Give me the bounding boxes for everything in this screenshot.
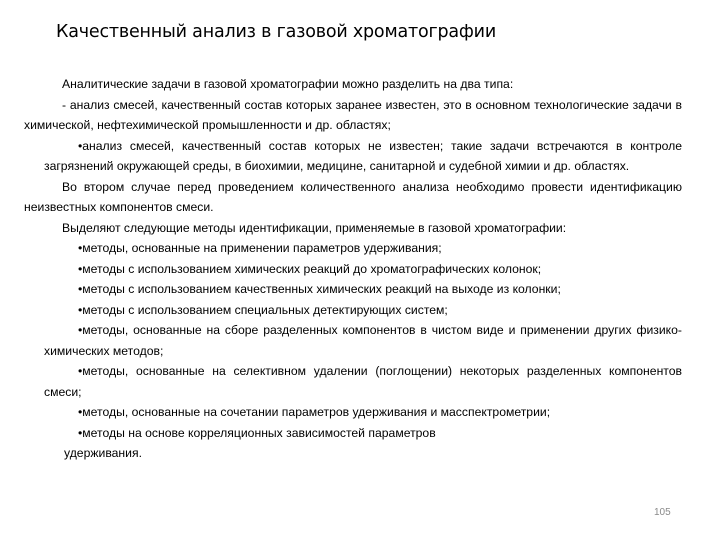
method-item: •методы с использованием химических реакций до хроматографических колонок; [78,261,542,276]
intro-paragraph: Аналитические задачи в газовой хроматографии можно разделить на два типа: [62,77,514,91]
method-item: •методы на основе корреляционных зависимостей параметров [78,425,436,440]
unknown-composition-paragraph: •анализ смесей, качественный состав которых не известен; такие задачи встречаются в контроле загрязнений окружающей среды, в биохимии, медицине, санитарной и судебной химии и др. областях. [44,138,682,173]
known-composition-paragraph: - анализ смесей, качественный состав которых заранее известен, это в основном технологические задачи в химической, нефтехимической промышленности и др. областях; [24,97,682,132]
method-item: •методы, основанные на селективном удалении (поглощении) некоторых разделенных компонентов смеси; [44,364,682,399]
method-item: •методы, основанные на сборе разделенных компонентов в чистом виде и применении других физико-химических методов; [44,323,682,358]
method-item: •методы, основанные на применении параметров удерживания; [78,241,442,255]
slide-body [24,74,682,464]
method-item: •методы с использованием качественных химических реакций на выходе из колонки; [78,282,561,296]
method-item: •методы с использованием специальных детектирующих систем; [78,302,448,317]
method-item: •методы, основанные на сочетании параметров удерживания и масспектрометрии; [78,405,551,419]
page-number: 105 [654,507,671,518]
methods-intro-paragraph: Выделяют следующие методы идентификации, применяемые в газовой хроматографии: [62,220,567,235]
slide-title: Качественный анализ в газовой хроматографии [56,22,496,42]
identification-paragraph: Во втором случае перед проведением количественного анализа необходимо провести идентификацию неизвестных компонентов смеси. [24,179,682,214]
method-item-continuation: удерживания. [64,446,142,460]
